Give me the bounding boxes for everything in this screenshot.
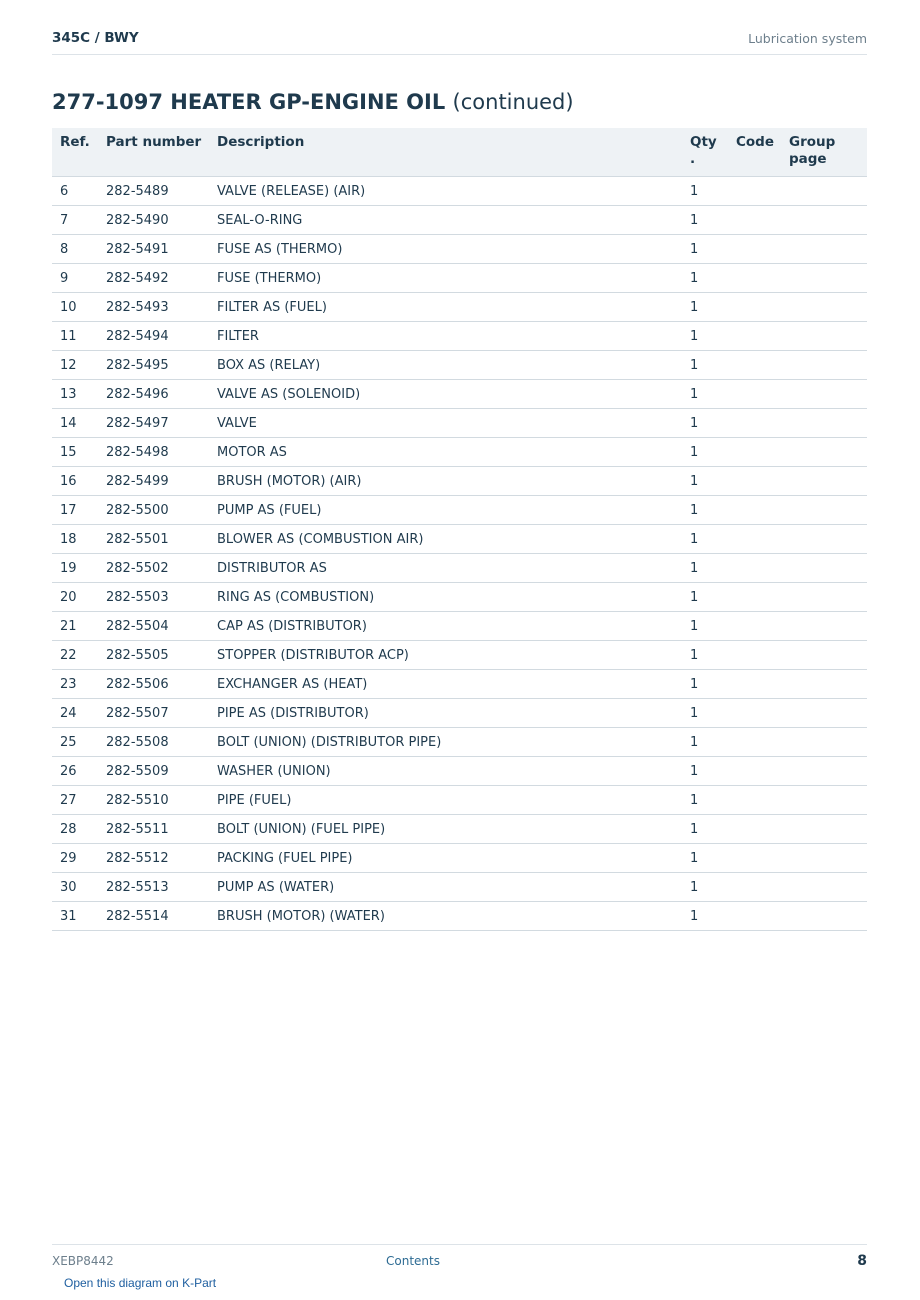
group-page-cell [781, 438, 867, 467]
description-cell: DISTRIBUTOR AS [209, 554, 682, 583]
doc-id: XEBP8442 [52, 1254, 114, 1268]
ref-cell: 7 [52, 206, 98, 235]
parts-table [52, 128, 867, 931]
qty-cell: 1 [682, 699, 728, 728]
code-cell [728, 177, 781, 206]
qty-cell: 1 [682, 554, 728, 583]
table-row [52, 351, 867, 380]
table-header-row [52, 128, 867, 177]
description-cell: FILTER [209, 322, 682, 351]
code-cell [728, 322, 781, 351]
description-cell: PUMP AS (WATER) [209, 873, 682, 902]
table-row [52, 235, 867, 264]
description-cell: WASHER (UNION) [209, 757, 682, 786]
table-row [52, 815, 867, 844]
code-cell [728, 409, 781, 438]
code-cell [728, 815, 781, 844]
part-number-cell: 282-5491 [98, 235, 209, 264]
page-number: 8 [857, 1253, 867, 1269]
ref-cell: 6 [52, 177, 98, 206]
group-page-cell [781, 612, 867, 641]
code-cell [728, 699, 781, 728]
ref-cell: 12 [52, 351, 98, 380]
col-desc-header: Description [209, 128, 682, 177]
ref-cell: 20 [52, 583, 98, 612]
description-cell: EXCHANGER AS (HEAT) [209, 670, 682, 699]
table-row [52, 467, 867, 496]
code-cell [728, 525, 781, 554]
qty-cell: 1 [682, 728, 728, 757]
part-number-cell: 282-5494 [98, 322, 209, 351]
code-cell [728, 583, 781, 612]
qty-cell: 1 [682, 264, 728, 293]
part-number-cell: 282-5497 [98, 409, 209, 438]
group-title: 277-1097 HEATER GP-ENGINE OIL [52, 90, 446, 114]
ref-cell: 11 [52, 322, 98, 351]
qty-cell: 1 [682, 496, 728, 525]
code-cell [728, 235, 781, 264]
ref-cell: 31 [52, 902, 98, 931]
table-row [52, 554, 867, 583]
description-cell: VALVE AS (SOLENOID) [209, 380, 682, 409]
table-row [52, 409, 867, 438]
qty-cell: 1 [682, 293, 728, 322]
description-cell: STOPPER (DISTRIBUTOR ACP) [209, 641, 682, 670]
ref-cell: 16 [52, 467, 98, 496]
ref-cell: 22 [52, 641, 98, 670]
col-group-header: Group page [781, 128, 867, 177]
qty-cell: 1 [682, 902, 728, 931]
group-page-cell [781, 757, 867, 786]
part-number-cell: 282-5493 [98, 293, 209, 322]
code-cell [728, 206, 781, 235]
group-page-cell [781, 496, 867, 525]
group-page-cell [781, 670, 867, 699]
description-cell: PUMP AS (FUEL) [209, 496, 682, 525]
ref-cell: 17 [52, 496, 98, 525]
description-cell: BLOWER AS (COMBUSTION AIR) [209, 525, 682, 554]
table-row [52, 844, 867, 873]
description-cell: PIPE AS (DISTRIBUTOR) [209, 699, 682, 728]
group-page-cell [781, 583, 867, 612]
group-page-cell [781, 641, 867, 670]
ref-cell: 30 [52, 873, 98, 902]
ref-cell: 9 [52, 264, 98, 293]
code-cell [728, 467, 781, 496]
group-page-cell [781, 467, 867, 496]
ref-cell: 19 [52, 554, 98, 583]
qty-cell: 1 [682, 322, 728, 351]
part-number-cell: 282-5498 [98, 438, 209, 467]
group-page-cell [781, 264, 867, 293]
part-number-cell: 282-5503 [98, 583, 209, 612]
code-cell [728, 264, 781, 293]
description-cell: FUSE (THERMO) [209, 264, 682, 293]
part-number-cell: 282-5505 [98, 641, 209, 670]
part-number-cell: 282-5508 [98, 728, 209, 757]
description-cell: FUSE AS (THERMO) [209, 235, 682, 264]
col-qty-header: Qty . [682, 128, 728, 177]
part-number-cell: 282-5513 [98, 873, 209, 902]
code-cell [728, 496, 781, 525]
code-cell [728, 438, 781, 467]
ref-cell: 29 [52, 844, 98, 873]
group-page-cell [781, 206, 867, 235]
qty-cell: 1 [682, 612, 728, 641]
group-page-cell [781, 902, 867, 931]
group-page-cell [781, 525, 867, 554]
description-cell: FILTER AS (FUEL) [209, 293, 682, 322]
ref-cell: 15 [52, 438, 98, 467]
part-number-cell: 282-5492 [98, 264, 209, 293]
code-cell [728, 844, 781, 873]
group-page-cell [781, 873, 867, 902]
group-page-cell [781, 322, 867, 351]
part-number-cell: 282-5489 [98, 177, 209, 206]
code-cell [728, 873, 781, 902]
description-cell: BRUSH (MOTOR) (WATER) [209, 902, 682, 931]
description-cell: BOX AS (RELAY) [209, 351, 682, 380]
group-page-cell [781, 293, 867, 322]
code-cell [728, 641, 781, 670]
code-cell [728, 786, 781, 815]
description-cell: SEAL-O-RING [209, 206, 682, 235]
table-row [52, 264, 867, 293]
code-cell [728, 293, 781, 322]
page-header [52, 22, 867, 55]
code-cell [728, 728, 781, 757]
group-page-cell [781, 699, 867, 728]
ref-cell: 18 [52, 525, 98, 554]
group-page-cell [781, 786, 867, 815]
part-number-cell: 282-5496 [98, 380, 209, 409]
description-cell: BOLT (UNION) (DISTRIBUTOR PIPE) [209, 728, 682, 757]
part-number-cell: 282-5500 [98, 496, 209, 525]
qty-cell: 1 [682, 873, 728, 902]
qty-cell: 1 [682, 409, 728, 438]
description-cell: MOTOR AS [209, 438, 682, 467]
qty-cell: 1 [682, 235, 728, 264]
qty-cell: 1 [682, 467, 728, 496]
page-title [52, 90, 574, 114]
qty-cell: 1 [682, 206, 728, 235]
table-row [52, 206, 867, 235]
description-cell: VALVE [209, 409, 682, 438]
code-cell [728, 612, 781, 641]
description-cell: PACKING (FUEL PIPE) [209, 844, 682, 873]
col-ref-header: Ref. [52, 128, 98, 177]
table-row [52, 177, 867, 206]
part-number-cell: 282-5495 [98, 351, 209, 380]
qty-cell: 1 [682, 583, 728, 612]
qty-cell: 1 [682, 757, 728, 786]
ref-cell: 24 [52, 699, 98, 728]
part-number-cell: 282-5490 [98, 206, 209, 235]
qty-cell: 1 [682, 786, 728, 815]
qty-cell: 1 [682, 177, 728, 206]
part-number-cell: 282-5507 [98, 699, 209, 728]
group-page-cell [781, 554, 867, 583]
ref-cell: 27 [52, 786, 98, 815]
ref-cell: 13 [52, 380, 98, 409]
qty-cell: 1 [682, 670, 728, 699]
group-page-cell [781, 351, 867, 380]
code-cell [728, 351, 781, 380]
part-number-cell: 282-5511 [98, 815, 209, 844]
group-page-cell [781, 844, 867, 873]
table-row [52, 699, 867, 728]
group-page-cell [781, 380, 867, 409]
code-cell [728, 757, 781, 786]
part-number-cell: 282-5510 [98, 786, 209, 815]
ref-cell: 10 [52, 293, 98, 322]
table-row [52, 728, 867, 757]
table-row [52, 322, 867, 351]
qty-cell: 1 [682, 844, 728, 873]
group-page-cell [781, 177, 867, 206]
code-cell [728, 380, 781, 409]
description-cell: PIPE (FUEL) [209, 786, 682, 815]
system-label: Lubrication system [748, 31, 867, 46]
table-row [52, 525, 867, 554]
qty-cell: 1 [682, 815, 728, 844]
continued-label: (continued) [452, 90, 574, 114]
ref-cell: 14 [52, 409, 98, 438]
table-row [52, 380, 867, 409]
description-cell: RING AS (COMBUSTION) [209, 583, 682, 612]
code-cell [728, 670, 781, 699]
table-row [52, 873, 867, 902]
table-row [52, 902, 867, 931]
group-page-cell [781, 815, 867, 844]
description-cell: CAP AS (DISTRIBUTOR) [209, 612, 682, 641]
group-page-cell [781, 409, 867, 438]
table-row [52, 757, 867, 786]
table-row [52, 496, 867, 525]
qty-cell: 1 [682, 525, 728, 554]
ref-cell: 28 [52, 815, 98, 844]
page-footer [52, 1244, 867, 1275]
col-part-header: Part number [98, 128, 209, 177]
part-number-cell: 282-5502 [98, 554, 209, 583]
contents-link[interactable]: Contents [386, 1254, 440, 1268]
ref-cell: 21 [52, 612, 98, 641]
ref-cell: 25 [52, 728, 98, 757]
description-cell: BOLT (UNION) (FUEL PIPE) [209, 815, 682, 844]
part-number-cell: 282-5514 [98, 902, 209, 931]
ref-cell: 8 [52, 235, 98, 264]
table-row [52, 438, 867, 467]
code-cell [728, 554, 781, 583]
part-number-cell: 282-5504 [98, 612, 209, 641]
table-row [52, 583, 867, 612]
group-page-cell [781, 235, 867, 264]
group-page-cell [781, 728, 867, 757]
kpart-link[interactable]: Open this diagram on K-Part [64, 1276, 217, 1290]
qty-cell: 1 [682, 351, 728, 380]
description-cell: BRUSH (MOTOR) (AIR) [209, 467, 682, 496]
table-row [52, 670, 867, 699]
table-row [52, 641, 867, 670]
ref-cell: 26 [52, 757, 98, 786]
table-row [52, 612, 867, 641]
table-row [52, 786, 867, 815]
code-cell [728, 902, 781, 931]
part-number-cell: 282-5501 [98, 525, 209, 554]
table-row [52, 293, 867, 322]
qty-cell: 1 [682, 438, 728, 467]
part-number-cell: 282-5512 [98, 844, 209, 873]
col-code-header: Code [728, 128, 781, 177]
model-label: 345C / BWY [52, 30, 139, 46]
qty-cell: 1 [682, 380, 728, 409]
qty-cell: 1 [682, 641, 728, 670]
description-cell: VALVE (RELEASE) (AIR) [209, 177, 682, 206]
part-number-cell: 282-5499 [98, 467, 209, 496]
ref-cell: 23 [52, 670, 98, 699]
part-number-cell: 282-5506 [98, 670, 209, 699]
part-number-cell: 282-5509 [98, 757, 209, 786]
